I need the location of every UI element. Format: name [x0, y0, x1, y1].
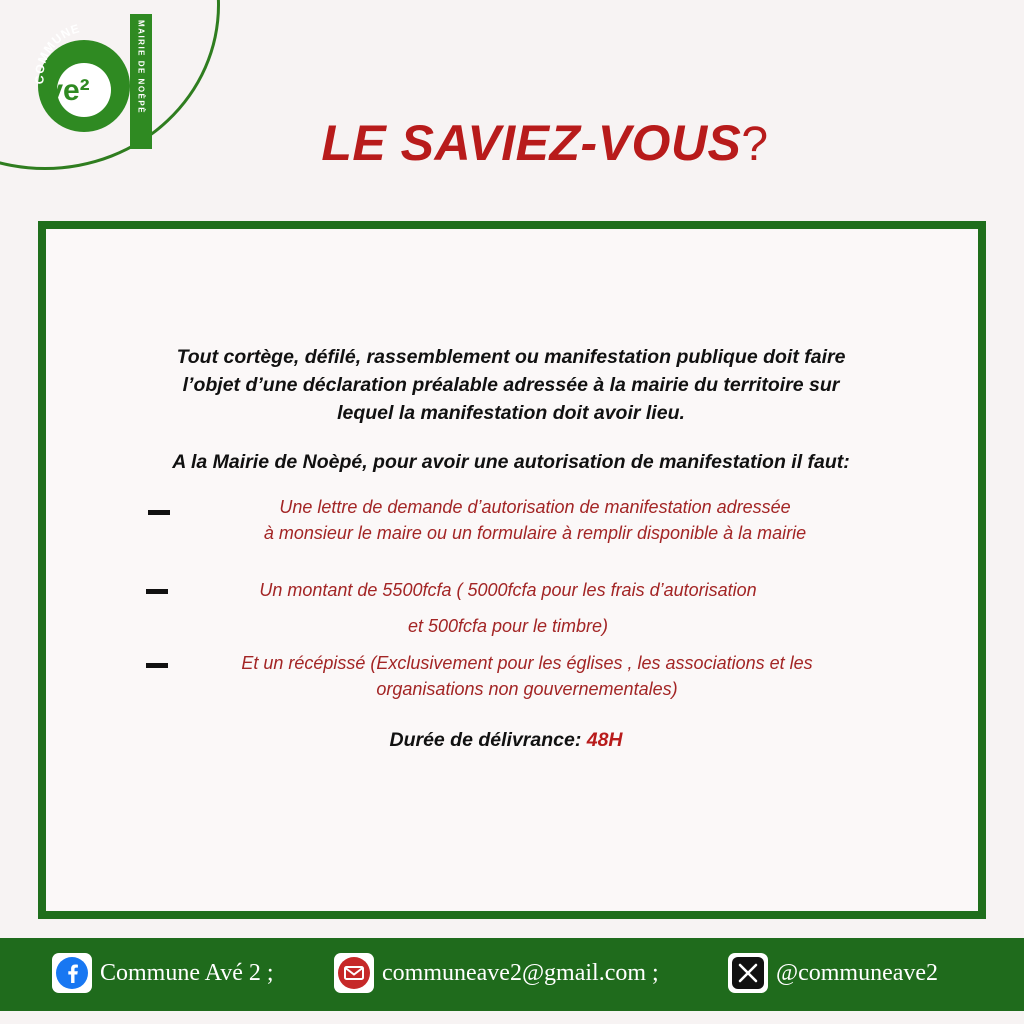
page-title: [0, 114, 1024, 172]
page-title-text: LE SAVIEZ-VOUS: [321, 115, 742, 171]
x-contact[interactable]: [728, 953, 938, 993]
content-frame: [38, 221, 986, 919]
requirement-item: [180, 494, 890, 546]
intro-line: Tout cortège, défilé, rassemblement ou manifestation publique doit faire: [176, 346, 846, 368]
page-title-question-mark: ?: [741, 118, 769, 171]
facebook-contact[interactable]: [52, 953, 274, 993]
requirement-line: à monsieur le maire ou un formulaire à remplir disponible à la mairie: [263, 523, 807, 543]
footer-bottom-strip: [0, 1011, 1024, 1024]
logo-center-text: ve²: [46, 74, 90, 107]
requirement-line: organisations non gouvernementales): [376, 679, 678, 699]
delivery-duration: [0, 729, 1012, 752]
requirement-item: [172, 650, 882, 702]
logo-side-text: MAIRIE DE NOÈPÈ: [136, 20, 146, 115]
requirements-lead: A la Mairie de Noèpé, pour avoir une autorisation de manifestation il faut:: [172, 451, 850, 473]
requirement-line: et 500fcfa pour le timbre): [407, 616, 609, 636]
intro-paragraph: [58, 343, 964, 427]
requirement-line: Un montant de 5500fcfa ( 5000fcfa pour les frais d’autorisation: [259, 580, 757, 600]
intro-line: l’objet d’une déclaration préalable adressée à la mairie du territoire sur: [182, 374, 840, 396]
facebook-icon: [52, 953, 92, 993]
requirement-line: Une lettre de demande d’autorisation de manifestation adressée: [279, 497, 791, 517]
logo-top-text: COMMUNE: [32, 21, 82, 85]
email-address: communeave2@gmail.com ;: [382, 959, 659, 986]
facebook-handle: Commune Avé 2 ;: [100, 959, 274, 986]
bullet-dash: [148, 510, 170, 515]
footer-bar: [0, 938, 1024, 1011]
x-handle: @communeave2: [776, 959, 939, 986]
email-contact[interactable]: [334, 953, 659, 993]
bullet-dash: [146, 589, 168, 594]
requirement-line: Et un récépissé (Exclusivement pour les églises , les associations et les: [241, 653, 813, 673]
bullet-dash: [146, 663, 168, 668]
intro-line: lequel la manifestation doit avoir lieu.: [337, 402, 685, 424]
x-icon: [728, 953, 768, 993]
duration-value: 48H: [586, 729, 623, 751]
requirement-item: [168, 572, 848, 644]
mail-icon: [334, 953, 374, 993]
duration-label: Durée de délivrance:: [389, 729, 587, 751]
